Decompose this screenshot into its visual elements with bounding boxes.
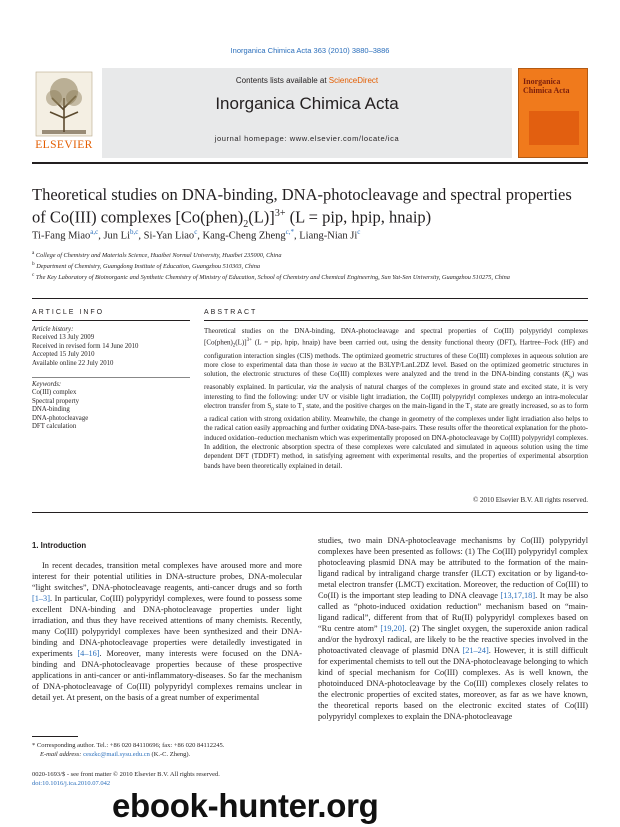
watermark-text: ebook-hunter.org xyxy=(112,787,379,824)
corresponding-author-footnote xyxy=(32,741,302,759)
citation-link[interactable]: [4–16] xyxy=(77,649,100,658)
abstract-end-rule xyxy=(32,512,588,513)
abstract-heading: ABSTRACT xyxy=(204,309,258,316)
author-affil-mark[interactable]: c xyxy=(357,228,361,236)
contents-available-line: Contents lists available at ScienceDirect xyxy=(235,76,379,85)
citation-link[interactable]: [21–24] xyxy=(462,646,489,655)
keywords xyxy=(32,381,190,431)
elsevier-logo xyxy=(32,68,96,158)
journal-name: Inorganica Chimica Acta xyxy=(215,94,399,113)
article-info-rule xyxy=(32,320,190,321)
citation-link[interactable]: [13,17,18] xyxy=(500,591,536,600)
affiliation: $^a$ College of Chemistry and Materials Science, Huaibei Normal University, Huaibei 235000, China xyxy=(32,250,282,260)
affiliations xyxy=(32,249,588,282)
journal-reference[interactable]: Inorganica Chimica Acta 363 (2010) 3880–3886 xyxy=(230,46,390,55)
history-item: Available online 22 July 2010 xyxy=(32,359,114,367)
issn-block xyxy=(32,770,302,788)
cover-title: Inorganica Chimica Acta xyxy=(523,77,570,95)
article-history xyxy=(32,326,190,368)
citation-link[interactable]: [19,20] xyxy=(380,624,405,633)
journal-banner xyxy=(102,68,512,158)
journal-masthead xyxy=(32,68,588,158)
keyword: DFT calculation xyxy=(32,423,77,431)
email-line: E-mail address: ceszkc@mail.sysu.edu.cn (K.-C. Zheng). xyxy=(40,751,191,758)
author: Liang-Nian Ji xyxy=(299,230,358,242)
author-affil-mark[interactable]: c,* xyxy=(285,228,295,236)
author-affil-mark[interactable]: b,c xyxy=(130,228,139,236)
title-line-2: of Co(III) complexes $[Co(phen)_2(L)]^{3+}$ (L = pip, hpip, hnaip) xyxy=(32,207,432,230)
abstract-text: Theoretical studies on the DNA-binding, DNA-photocleavage and spectral properties of Co(III) polypyridyl complexes $[Co(phen)_2(L)]^{3+}$ (L = pip, hpip, hnaip) have been carried out, using the density functional theory (DFT), Hartree–Fock (HF) and configuration interaction singles (CIS) methods. The optimized geometric structures of these Co(III) complexes in aqueous solution are more close to experimental data than those in vacuo at the B3LYP/LanL2DZ level. Based on the optimized geometric structures in solution, the electronic structures of these Co(III) complexes were analyzed and the trend in the DNA-binding constants $(K_b)$ was reasonably explained. In particular, via the analysis of natural charges of the complexes in ground state and excited state, it is very interesting to find the following: under UV or visible light irradiation, the Co(III) polypyridyl complexes undergo an intra-molecular electron transfer from $S_0$ state to $T_1$ state, and the positive charges on the main-ligand in the $T_1$ state are greatly increased, so as to form a radical cation with strong oxidation ability. Meanwhile, the change in geometry of the complexes under light irradiation also helps to the radical cation easily approaching and further oxidating DNA-base-pairs. These results offer the theoretical explanation for the photo-induced oxidation–reduction mechanism which was experimentally proposed on DNA-photocleavage by Co(III) polypyridyl complexes. In addition, the electronic absorption spectra of these complexes were calculated and simulated in aqueous solution using the time dependent DFT (TDDFT) method, in satisfying agreement with experimental results, and the properties of experimental absorption bands have been theoretically explained in detail. xyxy=(204,327,589,470)
keyword: DNA-binding xyxy=(32,406,70,414)
history-label: Article history: xyxy=(32,326,74,333)
affiliation: $^b$ Department of Chemistry, Guangdong Institute of Education, Guangzhou 510303, China xyxy=(32,261,261,271)
sciencedirect-link[interactable]: ScienceDirect xyxy=(328,76,379,85)
title-line-1: Theoretical studies on DNA-binding, DNA-photocleavage and spectral properties xyxy=(32,185,572,204)
author: Kang-Cheng Zheng xyxy=(202,230,286,242)
body-column-left: In recent decades, transition metal complexes have aroused more and more interest for their potential utilities in DNA-structure probes, DNA-molecular “light switches”, DNA-photocleavage reagents, anti-cancer drugs and so forth [1–3]. In particular, Co(III) polypyridyl complexes, were found to possess some excellent DNA-binding and DNA-photocleavage properties under light irradiation, and thus they have received attentions of many chemists. Recently, many Co(III) polypyridyl complexes have been synthesized and their DNA-binding and DNA-photocleavage properties were detailedly investigated in experiments [4–16]. Moreover, many interests were focused on the DNA-binding and DNA-photocleavage properties because of these prospective applications in anti-cancer or anti-inflammatory-diseases. So far the mechanism of DNA-photocleavage of Co(III) polypyridyl complexes remains unclear in detail yet. At present, on the basis of a great number of experimental xyxy=(32,561,302,702)
keyword: Co(III) complex xyxy=(32,389,77,397)
citation-link[interactable]: [1–3] xyxy=(32,594,50,603)
cover-graphic xyxy=(529,111,579,145)
author: Si-Yan Liao xyxy=(143,230,195,242)
keyword: DNA-photocleavage xyxy=(32,414,89,422)
abstract-copyright: © 2010 Elsevier B.V. All rights reserved. xyxy=(472,496,588,504)
corresponding-author: * Corresponding author. Tel.: +86 020 84110696; fax: +86 020 84112245. xyxy=(32,742,225,749)
section-heading: 1. Introduction xyxy=(32,541,87,550)
keywords-label: Keywords: xyxy=(32,381,62,388)
author: Jun Li xyxy=(103,230,131,242)
elsevier-wordmark: ELSEVIER xyxy=(35,139,93,151)
affiliation: $^c$ The Key Laboratory of Bioinorganic and Synthetic Chemistry of Ministry of Education, School of Chemistry and Chemical Engineering, Sun Yat-Sen University, Guangzhou 510275, China xyxy=(32,272,510,282)
footnote-rule xyxy=(32,736,78,737)
author-affil-mark[interactable]: c xyxy=(194,228,198,236)
article-info-heading: ARTICLE INFO xyxy=(32,309,105,316)
body-column-right: studies, two main DNA-photocleavage mechanisms by Co(III) polypyridyl complexes have been presented as follows: (1) The Co(III) polypyridyl complex photocleaving plasmid DNA may be attributed to the formation of the main-ligand radical by intraligand charge transfer (ILCT) excitation or by ligand-to-metal electron transfer (LMCT) excitation. Moreover, the reduction of Co(III) to Co(II) is the important step leading to DNA cleavage [13,17,18]. It may be also called as “photo-induced oxidation reduction” mechanism based on “main-ligand radical”, different from that of Ru(II) polypyridyl complexes based on “Ru centre atom” [19,20]. (2) The singlet oxygen, the superoxide anion radical and/or the hydroxyl radical, are likely to be the reactive species involved in the photoactivated cleavage of plasmid DNA [21–24]. However, it is still difficult for experimental chemists to tell out the DNA-photocleavage belonging to which kind of special mechanism for Co(III) complexes. As is well known, the photoinduced DNA-photocleavage by the Co(III) complexes closely relates to the electronic properties of excited states, moreover, as far as we have known, the theoretical reports based on the electronic excited states of Co(III) polypyridyl complexes to explain the DNA-photocleavage xyxy=(318,536,588,721)
author-list: Ti-Fang Miao$^{a,c}$, Jun Li$^{b,c}$, Si-Yan Liao$^c$, Kang-Cheng Zheng$^{c,*}$, Liang-Nian Ji$^c$ xyxy=(32,228,361,242)
email-link[interactable]: ceszkc@mail.sysu.edu.cn xyxy=(83,751,150,758)
header-rule xyxy=(32,162,588,164)
journal-homepage[interactable]: journal homepage: www.elsevier.com/locate/ica xyxy=(214,134,400,143)
author-affil-mark[interactable]: a,c xyxy=(90,228,99,236)
title-rule xyxy=(32,298,588,299)
doi-link[interactable]: doi:10.1016/j.ica.2010.07.042 xyxy=(32,780,111,787)
history-item: Received 13 July 2009 xyxy=(32,334,95,342)
issn-line: 0020-1693/$ - see front matter © 2010 Elsevier B.V. All rights reserved. xyxy=(32,771,220,778)
history-item: Accepted 15 July 2010 xyxy=(32,351,95,359)
keywords-rule xyxy=(32,377,190,378)
history-item: Received in revised form 14 June 2010 xyxy=(32,342,139,350)
author: Ti-Fang Miao xyxy=(32,230,91,242)
article-title xyxy=(32,185,588,234)
keyword: Spectral property xyxy=(32,397,79,405)
abstract-rule xyxy=(204,320,588,321)
journal-cover-image xyxy=(518,68,588,158)
